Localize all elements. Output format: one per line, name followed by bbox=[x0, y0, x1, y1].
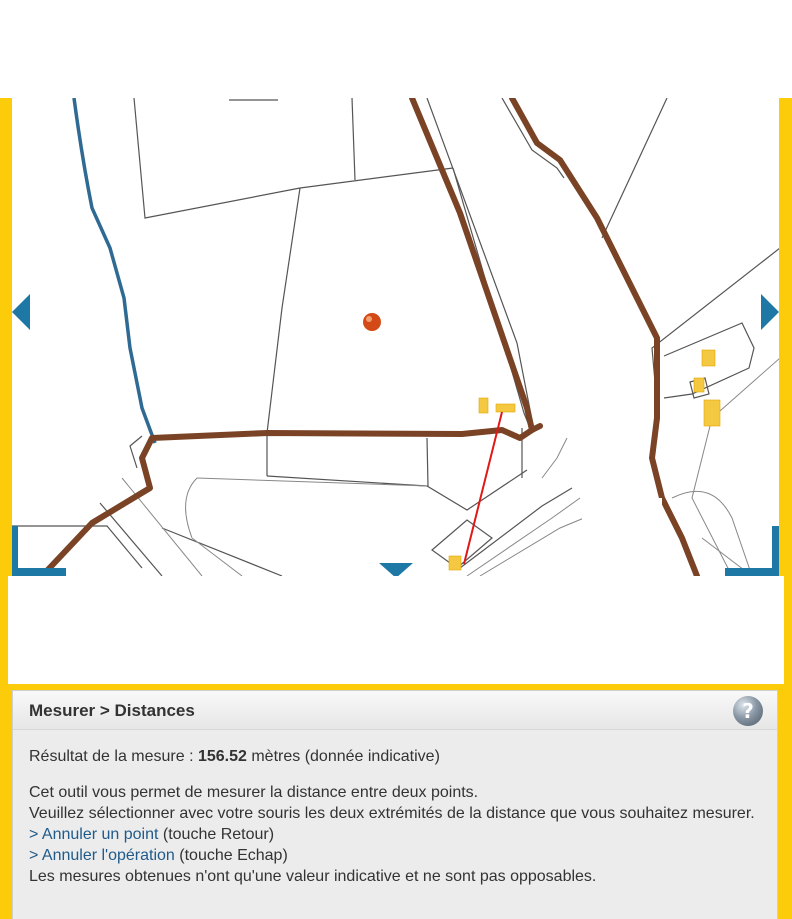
instruction-text: Veuillez sélectionner avec votre souris les deux extrémités de la distance que vous souhaitez mesurer. bbox=[29, 805, 755, 822]
map-tile-gap bbox=[582, 498, 662, 576]
top-blank-area bbox=[0, 0, 792, 98]
pan-left-arrow[interactable] bbox=[12, 294, 30, 330]
measure-panel bbox=[12, 690, 778, 919]
result-suffix: mètres (donnée indicative) bbox=[246, 748, 440, 765]
result-prefix: Résultat de la mesure : bbox=[29, 748, 198, 765]
map-viewport[interactable] bbox=[12, 98, 779, 576]
panel-body bbox=[13, 730, 777, 887]
panel-header bbox=[13, 691, 777, 730]
cancel-operation-hint: (touche Echap) bbox=[174, 847, 288, 864]
river-line bbox=[74, 98, 155, 443]
pan-down-arrow[interactable] bbox=[379, 563, 413, 576]
cancel-operation-link[interactable]: > Annuler l'opération bbox=[29, 847, 175, 864]
map-footer-band bbox=[8, 576, 784, 684]
panel-title: Mesurer > Distances bbox=[29, 701, 195, 720]
location-marker bbox=[363, 313, 381, 331]
instruction-line-4: Les mesures obtenues n'ont qu'une valeur indicative et ne sont pas opposables. bbox=[29, 868, 597, 885]
road-edges bbox=[122, 358, 779, 576]
help-icon[interactable]: ? bbox=[733, 696, 763, 726]
result-value: 156.52 bbox=[197, 748, 247, 765]
undo-point-hint: (touche Retour) bbox=[158, 826, 275, 843]
undo-point-link[interactable]: > Annuler un point bbox=[29, 826, 159, 843]
instruction-line-3 bbox=[29, 845, 761, 866]
tool-instructions bbox=[29, 782, 761, 887]
measure-result bbox=[29, 746, 761, 767]
pan-right-arrow[interactable] bbox=[761, 294, 779, 330]
instruction-line-1: Cet outil vous permet de mesurer la distance entre deux points. bbox=[29, 784, 479, 801]
instruction-line-2 bbox=[29, 803, 761, 845]
